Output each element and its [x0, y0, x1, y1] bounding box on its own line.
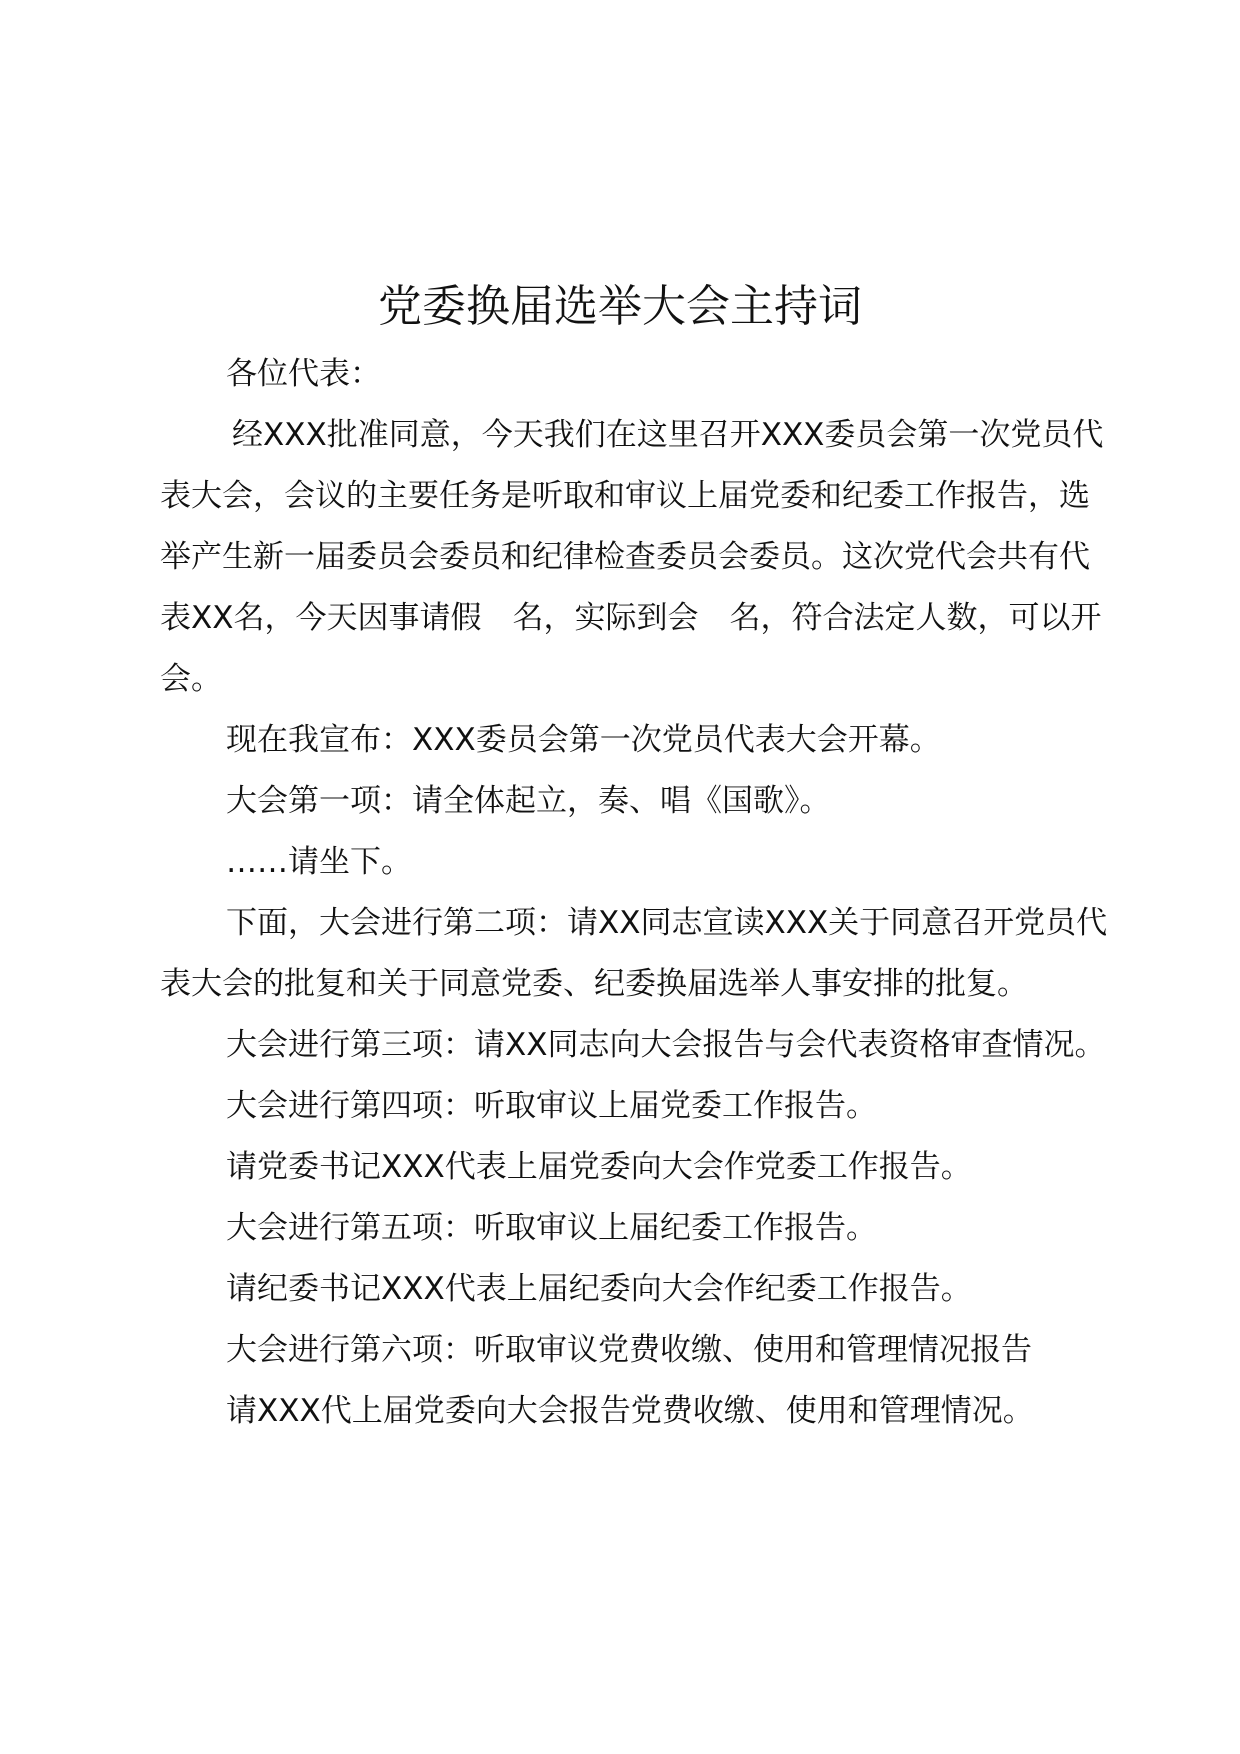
- document-body: [160, 344, 1120, 1442]
- paragraph-item-1: 大会第一项：请全体起立，奏、唱《国歌》。: [226, 783, 831, 819]
- paragraph-discipline-secretary-report: 请纪委书记XXX代表上届纪委向大会作纪委工作报告。: [226, 1271, 972, 1307]
- paragraph-item-5: 大会进行第五项：听取审议上届纪委工作报告。: [226, 1210, 877, 1246]
- paragraph-item-2: 下面，大会进行第二项：请XX同志宣读XXX关于同意召开党员代表大会的批复和关于同意党委、纪委换届选举人事安排的批复。: [160, 905, 1108, 1002]
- paragraph-sit-down: ……请坐下。: [226, 844, 412, 880]
- paragraph-announcement: 现在我宣布：XXX委员会第一次党员代表大会开幕。: [226, 722, 941, 758]
- paragraph-dues-report: 请XXX代上届党委向大会报告党费收缴、使用和管理情况。: [226, 1393, 1034, 1429]
- paragraph-item-3: 大会进行第三项：请XX同志向大会报告与会代表资格审查情况。: [226, 1027, 1106, 1063]
- document-title: 党委换届选举大会主持词: [378, 281, 862, 333]
- paragraph-opening: 经XXX批准同意，今天我们在这里召开XXX委员会第一次党员代表大会，会议的主要任务是听取和审议上届党委和纪委工作报告，选举产生新一届委员会委员和纪律检查委员会委员。这次党代会共有代表XX名，今天因事请假 名，实际到会 名，符合法定人数，可以开会。: [160, 417, 1104, 697]
- paragraph-item-6: 大会进行第六项：听取审议党费收缴、使用和管理情况报告: [226, 1332, 1032, 1368]
- paragraph-party-secretary-report: 请党委书记XXX代表上届党委向大会作党委工作报告。: [226, 1149, 972, 1185]
- paragraph-item-4: 大会进行第四项：听取审议上届党委工作报告。: [226, 1088, 877, 1124]
- paragraph-salutation: 各位代表：: [226, 356, 381, 392]
